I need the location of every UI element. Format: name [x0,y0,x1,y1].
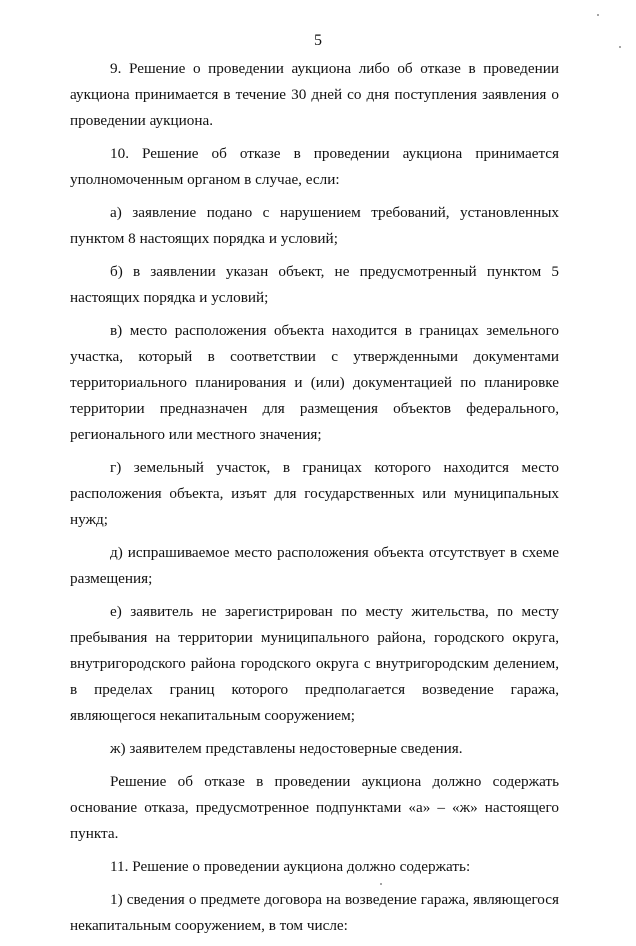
subitem-b: б) в заявлении указан объект, не предусмотренный пунктом 5 настоящих порядка и условий; [70,263,559,306]
scan-speck [619,46,621,48]
page-number: 5 [314,32,322,49]
paragraph-item-9: 9. Решение о проведении аукциона либо об отказе в проведении аукциона принимается в течение 30 дней со дня поступления заявления о проведении аукциона. [70,60,559,129]
paragraph-item-10: 10. Решение об отказе в проведении аукциона принимается уполномоченным органом в случае, если: [70,145,559,188]
subitem-a: а) заявление подано с нарушением требований, установленных пунктом 8 настоящих порядка и условий; [70,204,559,247]
scan-speck [597,14,599,16]
subitem-d: д) испрашиваемое место расположения объекта отсутствует в схеме размещения; [70,544,559,587]
scan-speck [380,883,382,885]
paragraph-item-11: 11. Решение о проведении аукциона должно содержать: [110,858,471,875]
subitem-e: е) заявитель не зарегистрирован по месту жительства, по месту пребывания на территории муниципального района, городского округа, внутригородского района городского округа с внутригородским делением, в пределах границ которого предполагается возведение гаража, являющегося некапитальным сооружением; [70,603,559,724]
subitem-v: в) место расположения объекта находится в границах земельного участка, который в соответствии с утвержденными документами территориального планирования и (или) документацией по планировке территории предназначен для размещения объектов федерального, регионального или местного значения; [70,322,559,443]
subitem-1: 1) сведения о предмете договора на возведение гаража, являющегося некапитальным сооружением, в том числе: [70,891,559,934]
subitem-g: г) земельный участок, в границах которого находится место расположения объекта, изъят для государственных или муниципальных нужд; [70,459,559,528]
document-body [70,56,559,946]
refusal-decision-paragraph: Решение об отказе в проведении аукциона должно содержать основание отказа, предусмотренное подпунктами «а» – «ж» настоящего пункта. [70,773,559,842]
subitem-zh: ж) заявителем представлены недостоверные сведения. [110,740,463,757]
